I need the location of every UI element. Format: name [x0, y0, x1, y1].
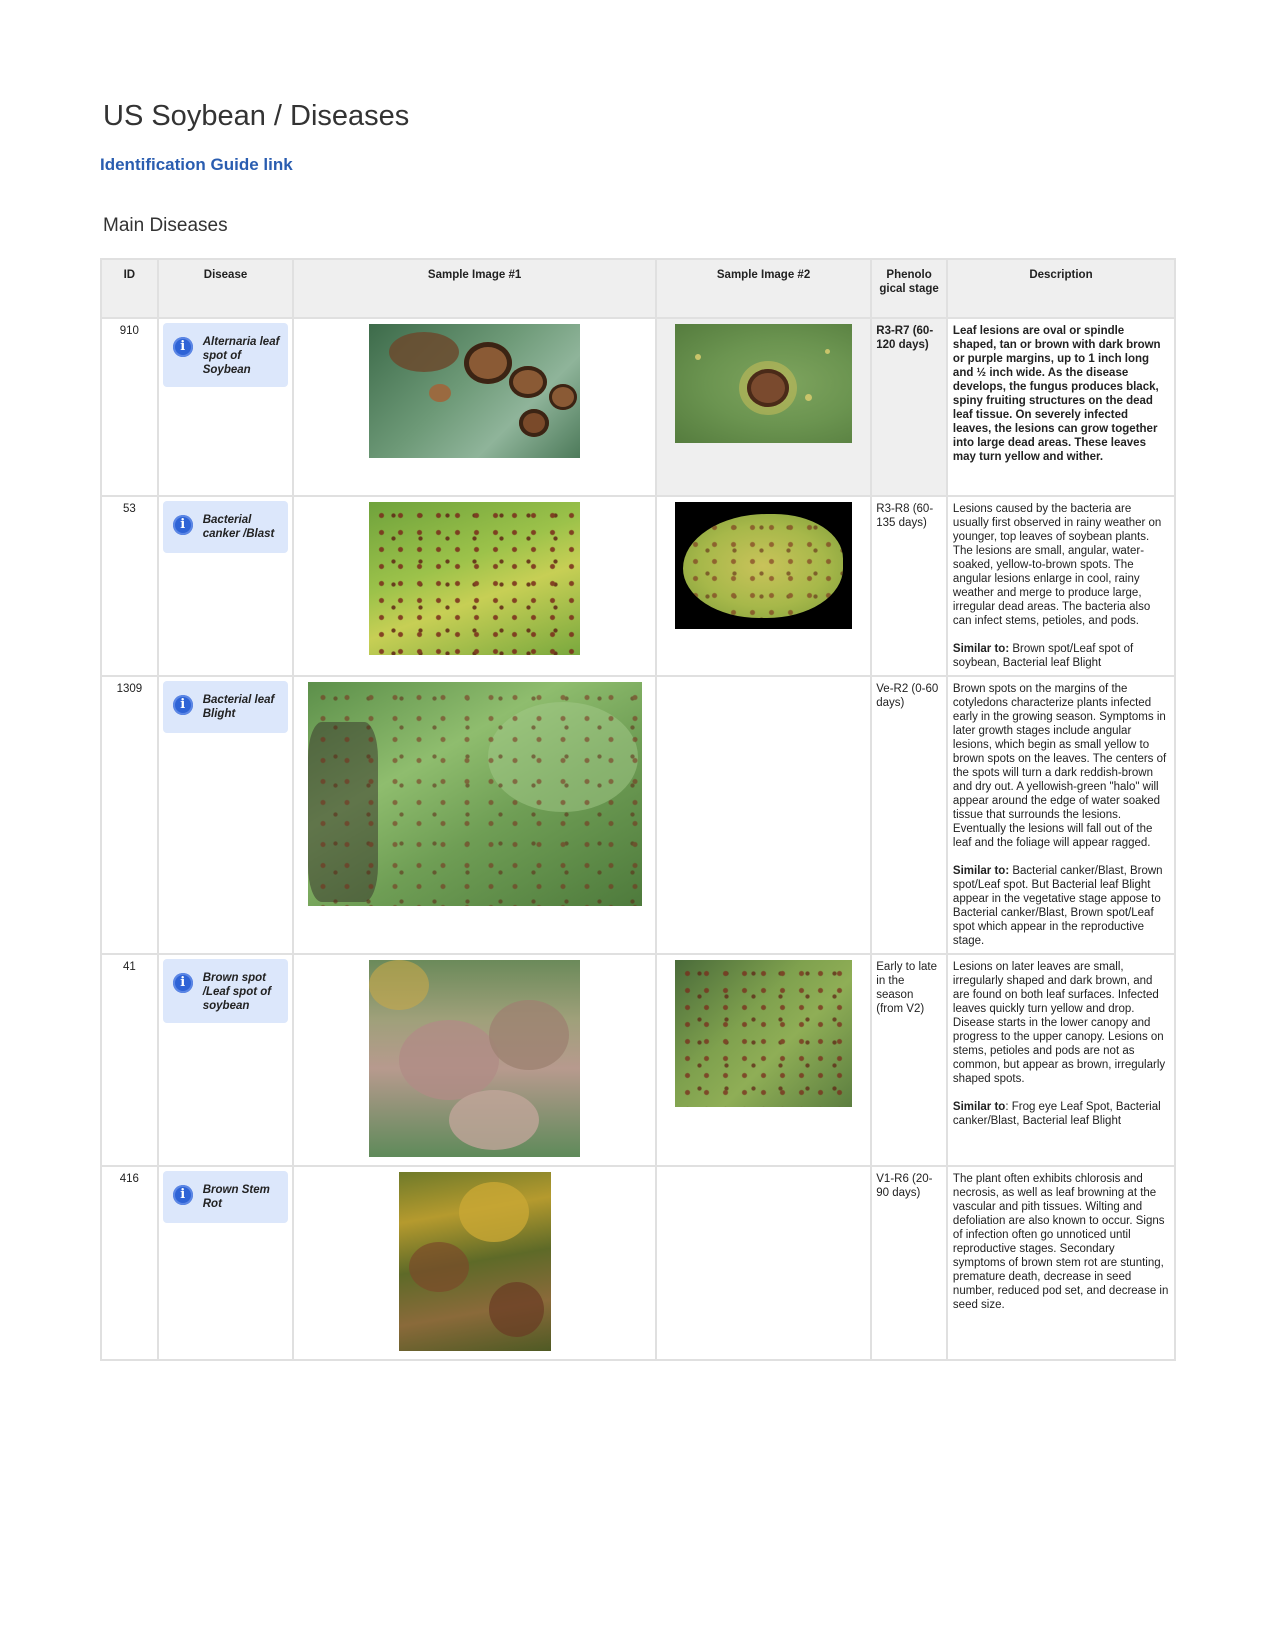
description-text: Lesions caused by the bacteria are usually first observed in rainy weather on younger, top leaves of soybean plants. The lesions are small, angular, water-soaked, yellow-to-brown spots. The angular lesions enlarge in cool, rainy weather and merge to produce large, irregular dead areas. The bacteria also can infect stems, petioles, and pods.	[952, 503, 1162, 627]
row-id: 910	[101, 318, 158, 496]
sample-image-1	[308, 682, 642, 906]
identification-guide-link[interactable]: Identification Guide link	[100, 155, 293, 174]
description-text: Brown spots on the margins of the cotyledons characterize plants infected early in the growing season. Symptoms in later growth stages include angular lesions, which begin as small yellow to brown spots on the leaves. The centers of the spots will turn a dark reddish-brown and dry out. A yellowish-green "halo" will appear around the edge of water soaked tissue that surrounds the lesions. Eventually the lesions will fall out of the leaf and the foliage will appear ragged.	[952, 683, 1167, 849]
sample-image-1	[399, 1172, 551, 1351]
similar-label: Similar to	[952, 1101, 1006, 1113]
similar-to	[953, 864, 1169, 948]
header-phenological-stage: Phenolo gical stage	[871, 259, 947, 318]
sample-image-2	[675, 324, 852, 443]
phenological-stage: R3-R8 (60-135 days)	[871, 496, 947, 676]
info-icon[interactable]: i	[173, 695, 193, 715]
similar-label: Similar to:	[952, 865, 1010, 877]
phenological-stage: Ve-R2 (0-60 days)	[871, 676, 947, 954]
description	[947, 676, 1175, 954]
disease-name: Alternaria leaf spot of Soybean	[202, 336, 280, 376]
row-id: 416	[101, 1166, 158, 1360]
description	[947, 954, 1175, 1166]
similar-label: Similar to:	[952, 643, 1010, 655]
table-row	[101, 1166, 1175, 1360]
header-sample-image-2: Sample Image #2	[656, 259, 871, 318]
page-title: US Soybean / Diseases	[103, 100, 410, 132]
row-id: 53	[101, 496, 158, 676]
similar-to	[953, 642, 1169, 670]
table-row	[101, 496, 1175, 676]
description	[947, 1166, 1175, 1360]
disease-chip[interactable]	[163, 959, 289, 1023]
description	[947, 318, 1175, 496]
row-id: 1309	[101, 676, 158, 954]
disease-name: Brown Stem Rot	[202, 1184, 270, 1210]
disease-chip[interactable]	[163, 681, 289, 733]
similar-text: Brown spot/Leaf spot of soybean, Bacterial leaf Blight	[952, 643, 1134, 669]
sample-image-1	[369, 960, 580, 1157]
similar-to	[953, 1100, 1169, 1128]
description	[947, 496, 1175, 676]
sample-image-1	[369, 324, 580, 458]
phenological-stage: Early to late in the season (from V2)	[871, 954, 947, 1166]
disease-name: Bacterial leaf Blight	[202, 694, 275, 720]
disease-chip[interactable]	[163, 501, 289, 553]
row-id: 41	[101, 954, 158, 1166]
sample-image-2	[675, 502, 852, 629]
disease-name: Bacterial canker /Blast	[202, 514, 275, 540]
similar-text: : Frog eye Leaf Spot, Bacterial canker/Blast, Bacterial leaf Blight	[952, 1101, 1161, 1127]
disease-name: Brown spot /Leaf spot of soybean	[202, 972, 272, 1012]
table-header-row	[101, 259, 1175, 318]
header-disease: Disease	[158, 259, 294, 318]
section-title: Main Diseases	[103, 215, 228, 236]
description-text: Leaf lesions are oval or spindle shaped, tan or brown with dark brown or purple margins, up to 1 inch long and ½ inch wide. As the disease develops, the fungus produces black, spiny fruiting structures on the dead leaf tissue. On severely infected leaves, the lesions can grow together into large dead areas. These leaves may turn yellow and wither.	[952, 325, 1161, 463]
info-icon[interactable]: i	[173, 973, 193, 993]
disease-chip[interactable]	[163, 1171, 289, 1223]
info-icon[interactable]: i	[173, 337, 193, 357]
description-text: Lesions on later leaves are small, irregularly shaped and dark brown, and are found on both leaf surfaces. Infected leaves quickly turn yellow and drop. Disease starts in the lower canopy and progress to the upper canopy. Lesions on stems, petioles and pods are not as common, but appear as brown, irregularly shaped spots.	[952, 961, 1166, 1085]
header-id: ID	[101, 259, 158, 318]
header-sample-image-1: Sample Image #1	[293, 259, 656, 318]
sample-image-2	[675, 960, 852, 1107]
phenological-stage: V1-R6 (20-90 days)	[871, 1166, 947, 1360]
similar-text: Bacterial canker/Blast, Brown spot/Leaf spot. But Bacterial leaf Blight appear in the vegetative stage appose to Bacterial canker/Blast, Brown spot/Leaf spot which appear in the reproductive stage.	[952, 865, 1163, 947]
description-text: The plant often exhibits chlorosis and necrosis, as well as leaf browning at the vascular and pith tissues. Wilting and defoliation are also known to occur. Signs of infection often go unnoticed until reproductive stages. Secondary symptoms of brown stem rot are stunting, premature death, decrease in seed number, reduced pod set, and decrease in seed size.	[952, 1173, 1169, 1311]
table-row	[101, 676, 1175, 954]
phenological-stage: R3-R7 (60- 120 days)	[871, 318, 947, 496]
header-description: Description	[947, 259, 1175, 318]
diseases-table	[100, 258, 1176, 1361]
info-icon[interactable]: i	[173, 1185, 193, 1205]
table-row	[101, 954, 1175, 1166]
sample-image-1	[369, 502, 580, 655]
table-row	[101, 318, 1175, 496]
info-icon[interactable]: i	[173, 515, 193, 535]
disease-chip[interactable]	[163, 323, 289, 387]
